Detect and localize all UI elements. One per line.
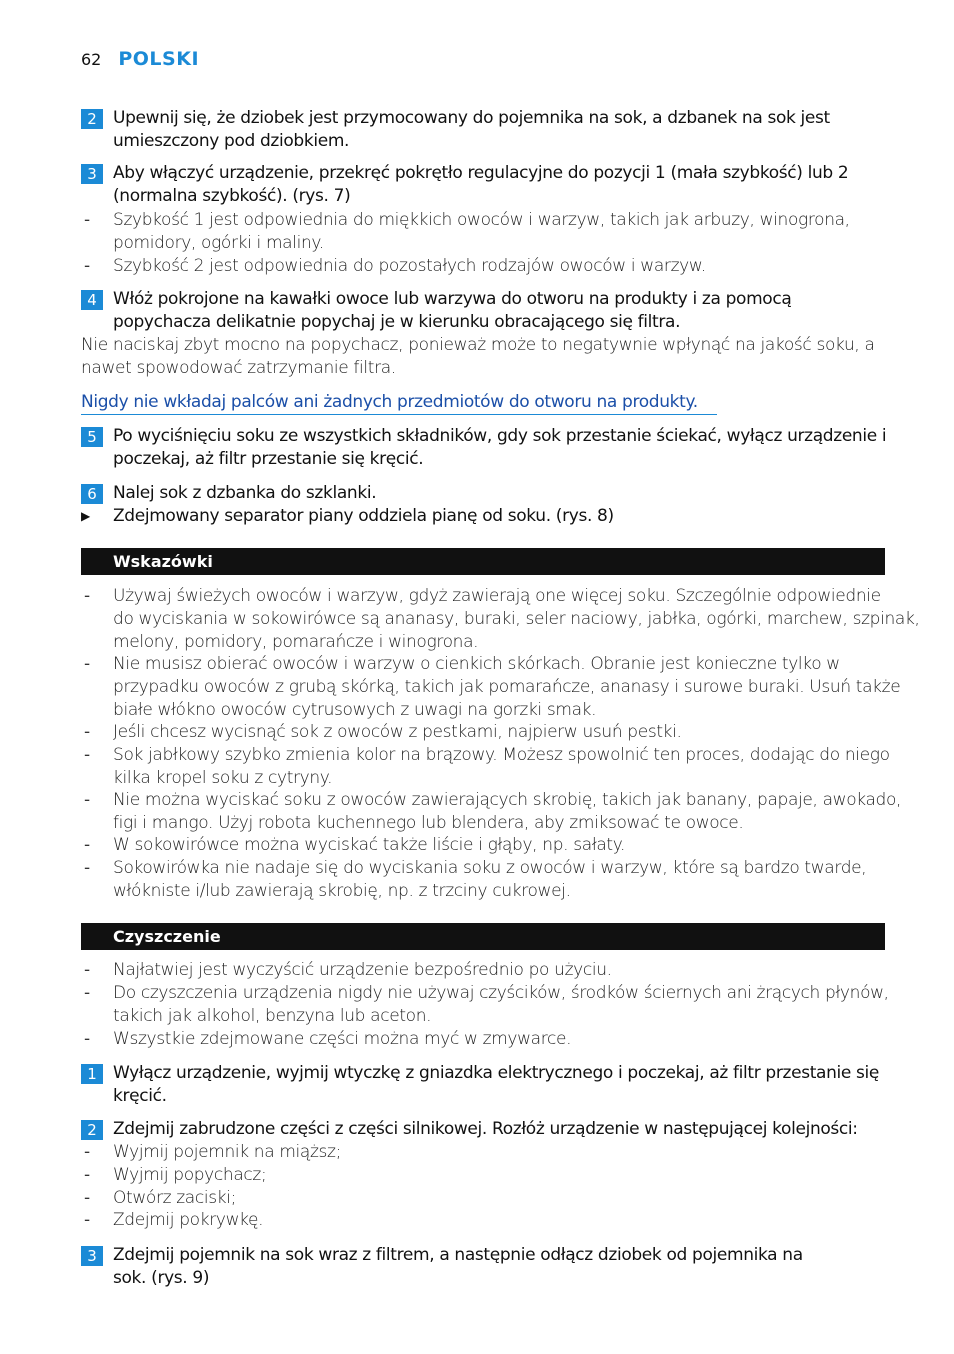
note-text: nawet spowodować zatrzymanie filtra.	[81, 358, 396, 378]
list-item: Jeśli chcesz wycisnąć sok z owoców z pestkami, najpierw usuń pestki.	[113, 722, 682, 742]
note-text: Nie naciskaj zbyt mocno na popychacz, ponieważ może to negatywnie wpłynąć na jakość soku, a	[81, 335, 875, 355]
step-number-badge: 1	[81, 1064, 103, 1084]
result-arrow-icon: ▶	[81, 509, 91, 523]
step-number-badge: 3	[81, 1246, 103, 1266]
dash-bullet: -	[84, 960, 91, 980]
list-item: Szybkość 2 jest odpowiednia do pozostałych rodzajów owoców i warzyw.	[113, 256, 706, 276]
step-text: (normalna szybkość). (rys. 7)	[113, 186, 351, 206]
step-text: Wyłącz urządzenie, wyjmij wtyczkę z gniazdka elektrycznego i poczekaj, aż filtr przestanie się	[113, 1063, 880, 1083]
list-item: W sokowirówce można wyciskać także liście i głąby, np. sałaty.	[113, 835, 626, 855]
page-header	[81, 48, 199, 72]
step-number-badge: 5	[81, 427, 103, 447]
dash-bullet: -	[84, 256, 91, 276]
list-item: Sokowirówka nie nadaje się do wyciskania soku z owoców i warzyw, które są bardzo twarde,	[113, 858, 867, 878]
dash-bullet: -	[84, 1165, 91, 1185]
warning-text: Nigdy nie wkładaj palców ani żadnych przedmiotów do otworu na produkty.	[81, 392, 698, 412]
dash-bullet: -	[84, 654, 91, 674]
step-number-badge: 6	[81, 484, 103, 504]
list-item: Najłatwiej jest wyczyścić urządzenie bezpośrednio po użyciu.	[113, 960, 612, 980]
step-text: Aby włączyć urządzenie, przekręć pokrętło regulacyjne do pozycji 1 (mała szybkość) lub 2	[113, 163, 849, 183]
step-text: kręcić.	[113, 1086, 167, 1106]
list-item: Wyjmij pojemnik na miąższ;	[113, 1142, 342, 1162]
dash-bullet: -	[84, 1142, 91, 1162]
dash-bullet: -	[84, 1188, 91, 1208]
list-item: Nie musisz obierać owoców i warzyw o cienkich skórkach. Obranie jest konieczne tylko w	[113, 654, 840, 674]
list-item: Do czyszczenia urządzenia nigdy nie używaj czyścików, środków ściernych ani żrących płynów,	[113, 983, 889, 1003]
dash-bullet: -	[84, 983, 91, 1003]
language-label: POLSKI	[118, 48, 200, 70]
step-text: Zdejmij pojemnik na sok wraz z filtrem, a następnie odłącz dziobek od pojemnika na	[113, 1245, 803, 1265]
list-item: Sok jabłkowy szybko zmienia kolor na brązowy. Możesz spowolnić ten proces, dodając do niego	[113, 745, 890, 765]
section-heading-tips	[81, 548, 885, 575]
step-number-badge: 4	[81, 290, 103, 310]
list-item: kilka kropel soku z cytryny.	[113, 768, 333, 788]
section-title: Wskazówki	[113, 552, 213, 571]
section-title: Czyszczenie	[113, 927, 221, 946]
list-item: takich jak alkohol, benzyna lub aceton.	[113, 1006, 432, 1026]
step-text: poczekaj, aż filtr przestanie się kręcić.	[113, 449, 424, 469]
list-item: do wyciskania w sokowirówce są ananasy, buraki, seler naciowy, jabłka, ogórki, marchew, szpinak,	[113, 609, 920, 629]
section-heading-cleaning	[81, 923, 885, 950]
list-item: Zdejmij pokrywkę.	[113, 1210, 264, 1230]
list-item: Otwórz zaciski;	[113, 1188, 236, 1208]
step-text: Nalej sok z dzbanka do szklanki.	[113, 483, 377, 503]
warning-underline	[81, 414, 717, 415]
step-text: Włóż pokrojone na kawałki owoce lub warzywa do otworu na produkty i za pomocą	[113, 289, 792, 309]
step-number-badge: 3	[81, 164, 103, 184]
list-item: włókniste i/lub zawierają skrobię, np. z trzciny cukrowej.	[113, 881, 571, 901]
step-text: Po wyciśnięciu soku ze wszystkich składników, gdy sok przestanie ściekać, wyłącz urządzenie i	[113, 426, 887, 446]
step-text: Zdejmij zabrudzone części z części silnikowej. Rozłóż urządzenie w następującej kolejności:	[113, 1119, 858, 1139]
step-text: sok. (rys. 9)	[113, 1268, 210, 1288]
list-item: Wyjmij popychacz;	[113, 1165, 267, 1185]
dash-bullet: -	[84, 1029, 91, 1049]
result-text: Zdejmowany separator piany oddziela pianę od soku. (rys. 8)	[113, 506, 614, 526]
dash-bullet: -	[84, 790, 91, 810]
dash-bullet: -	[84, 1210, 91, 1230]
list-item: melony, pomidory, pomarańcze i winogrona.	[113, 632, 479, 652]
list-item: Używaj świeżych owoców i warzyw, gdyż zawierają one więcej soku. Szczególnie odpowiednie	[113, 586, 881, 606]
list-item: pomidory, ogórki i maliny.	[113, 233, 324, 253]
dash-bullet: -	[84, 858, 91, 878]
dash-bullet: -	[84, 210, 91, 230]
list-item: białe włókno owoców cytrusowych z uwagi na gorzki smak.	[113, 700, 597, 720]
list-item: Szybkość 1 jest odpowiednia do miękkich owoców i warzyw, takich jak arbuzy, winogrona,	[113, 210, 850, 230]
dash-bullet: -	[84, 722, 91, 742]
step-number-badge: 2	[81, 109, 103, 129]
dash-bullet: -	[84, 835, 91, 855]
step-number-badge: 2	[81, 1120, 103, 1140]
dash-bullet: -	[84, 586, 91, 606]
step-text: popychacza delikatnie popychaj je w kierunku obracającego się filtra.	[113, 312, 681, 332]
step-text: umieszczony pod dziobkiem.	[113, 131, 350, 151]
list-item: przypadku owoców z grubą skórką, takich jak pomarańcze, ananasy i surowe buraki. Usuń także	[113, 677, 901, 697]
step-text: Upewnij się, że dziobek jest przymocowany do pojemnika na sok, a dzbanek na sok jest	[113, 108, 830, 128]
dash-bullet: -	[84, 745, 91, 765]
page-number: 62	[81, 50, 102, 69]
list-item: Wszystkie zdejmowane części można myć w zmywarce.	[113, 1029, 572, 1049]
list-item: Nie można wyciskać soku z owoców zawierających skrobię, takich jak banany, papaje, awokado,	[113, 790, 902, 810]
list-item: figi i mango. Użyj robota kuchennego lub blendera, aby zmiksować te owoce.	[113, 813, 744, 833]
